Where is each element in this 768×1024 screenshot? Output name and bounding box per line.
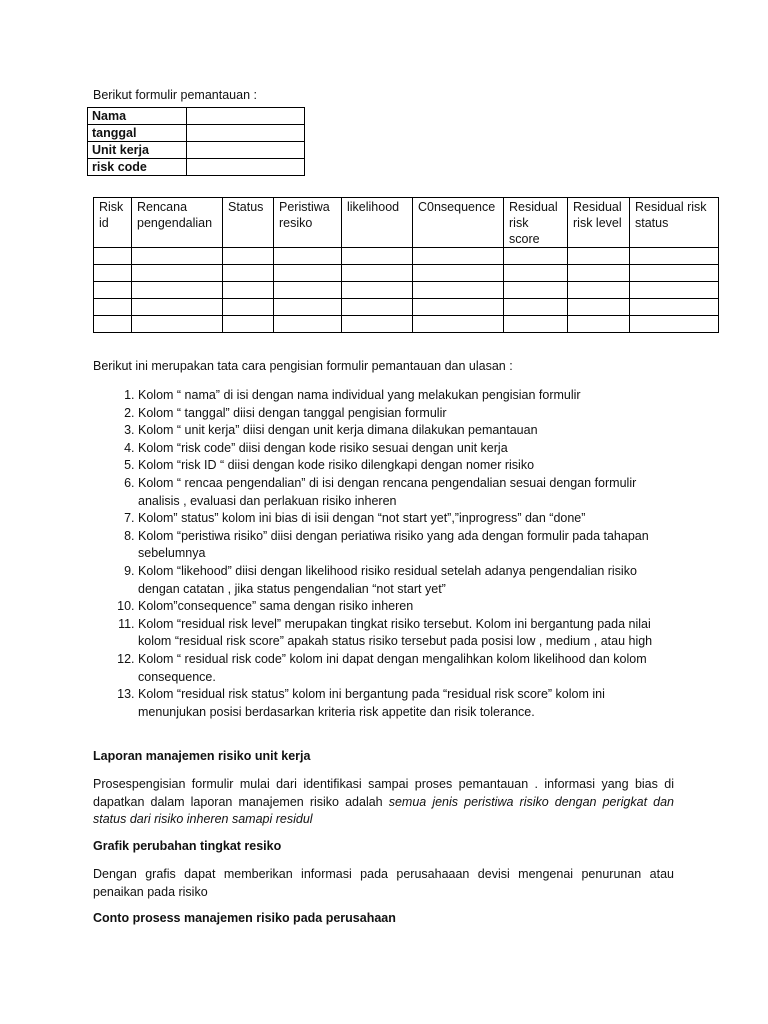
form-row-nama bbox=[88, 108, 305, 125]
form-row-unit-kerja bbox=[88, 142, 305, 159]
table-cell bbox=[274, 316, 342, 333]
form-value-nama bbox=[187, 108, 305, 125]
table-row bbox=[94, 265, 719, 282]
table-cell bbox=[630, 299, 719, 316]
table-cell bbox=[223, 265, 274, 282]
paragraph-laporan-italic: semua jenis peristiwa risiko dengan perigkat dan status dari risiko inheren samapi residul bbox=[93, 794, 674, 826]
table-cell bbox=[504, 248, 568, 265]
monitoring-table bbox=[93, 197, 719, 333]
table-cell bbox=[94, 282, 132, 299]
table-row bbox=[94, 299, 719, 316]
guide-intro-text: Berikut ini merupakan tata cara pengisian formulir pemantauan dan ulasan : bbox=[93, 359, 513, 373]
table-cell bbox=[94, 265, 132, 282]
list-item: 11. Kolom “residual risk level” merupakan tingkat risiko tersebut. Kolom ini bergantung pada nilai kolom “residual risk score” apakah status risiko tersebut pada posisi low , medium , atau high bbox=[138, 616, 673, 651]
section-heading-laporan: Laporan manajemen risiko unit kerja bbox=[93, 749, 311, 763]
header-peristiwa-resiko: Peristiwa resiko bbox=[274, 198, 342, 248]
table-cell bbox=[413, 282, 504, 299]
form-row-risk-code bbox=[88, 159, 305, 176]
table-cell bbox=[568, 248, 630, 265]
table-cell bbox=[504, 299, 568, 316]
table-cell bbox=[413, 299, 504, 316]
list-item: 9. Kolom “likehood” diisi dengan likelihood risiko residual setelah adanya pengendalian risiko dengan catatan , jika status pengendalian “not start yet” bbox=[138, 563, 673, 598]
table-cell bbox=[504, 282, 568, 299]
table-cell bbox=[342, 265, 413, 282]
list-item: 4. Kolom “risk code” diisi dengan kode risiko sesuai dengan unit kerja bbox=[138, 440, 673, 458]
header-residual-risk-score: Residual risk score bbox=[504, 198, 568, 248]
table-cell bbox=[132, 248, 223, 265]
form-label-unit-kerja: Unit kerja bbox=[88, 142, 187, 159]
list-item: 5. Kolom “risk ID “ diisi dengan kode risiko dilengkapi dengan nomer risiko bbox=[138, 457, 673, 475]
table-cell bbox=[223, 248, 274, 265]
header-residual-risk-status: Residual risk status bbox=[630, 198, 719, 248]
table-cell bbox=[568, 316, 630, 333]
table-cell bbox=[413, 265, 504, 282]
table-cell bbox=[132, 282, 223, 299]
list-item: 8. Kolom “peristiwa risiko” diisi dengan periatiwa risiko yang ada dengan formulir pada tahapan sebelumnya bbox=[138, 528, 673, 563]
table-cell bbox=[274, 265, 342, 282]
instruction-list bbox=[93, 387, 673, 721]
list-item: 3. Kolom “ unit kerja” diisi dengan unit kerja dimana dilakukan pemantauan bbox=[138, 422, 673, 440]
form-row-tanggal bbox=[88, 125, 305, 142]
list-item: 10. Kolom”consequence” sama dengan risiko inheren bbox=[138, 598, 673, 616]
section-heading-grafik: Grafik perubahan tingkat resiko bbox=[93, 839, 282, 853]
table-cell bbox=[504, 316, 568, 333]
list-item: 2. Kolom “ tanggal” diisi dengan tanggal pengisian formulir bbox=[138, 405, 673, 423]
section-paragraph-grafik: Dengan grafis dapat memberikan informasi pada perusahaaan devisi mengenai penurunan atau penaikan pada risiko bbox=[93, 867, 674, 899]
table-cell bbox=[568, 265, 630, 282]
form-value-risk-code bbox=[187, 159, 305, 176]
monitoring-table-body bbox=[94, 248, 719, 333]
table-row bbox=[94, 248, 719, 265]
table-cell bbox=[274, 282, 342, 299]
table-cell bbox=[94, 316, 132, 333]
table-cell bbox=[132, 265, 223, 282]
table-cell bbox=[630, 265, 719, 282]
table-cell bbox=[504, 265, 568, 282]
table-cell bbox=[223, 282, 274, 299]
table-cell bbox=[342, 248, 413, 265]
table-row bbox=[94, 282, 719, 299]
list-item: 1. Kolom “ nama” di isi dengan nama individual yang melakukan pengisian formulir bbox=[138, 387, 673, 405]
identity-form-table bbox=[87, 107, 305, 176]
form-label-risk-code: risk code bbox=[88, 159, 187, 176]
table-cell bbox=[630, 248, 719, 265]
header-status: Status bbox=[223, 198, 274, 248]
table-cell bbox=[132, 299, 223, 316]
table-cell bbox=[342, 299, 413, 316]
table-cell bbox=[132, 316, 223, 333]
header-risk-id: Risk id bbox=[94, 198, 132, 248]
header-likelihood: likelihood bbox=[342, 198, 413, 248]
list-item: 13. Kolom “residual risk status” kolom ini bergantung pada “residual risk score” kolom ini menunjukan posisi berdasarkan kriteria risk appetite dan risik tolerance. bbox=[138, 686, 673, 721]
table-cell bbox=[568, 299, 630, 316]
section-laporan bbox=[93, 748, 674, 829]
list-item: 6. Kolom “ rencaa pengendalian” di isi dengan rencana pengendalian sesuai dengan formulir analisis , evaluasi dan perlakuan risiko inheren bbox=[138, 475, 673, 510]
table-cell bbox=[223, 316, 274, 333]
list-item: 7. Kolom” status” kolom ini bias di isii dengan “not start yet”,”inprogress” dan “done” bbox=[138, 510, 673, 528]
list-item: 12. Kolom “ residual risk code” kolom ini dapat dengan mengalihkan kolom likelihood dan kolom consequence. bbox=[138, 651, 673, 686]
form-value-unit-kerja bbox=[187, 142, 305, 159]
form-label-nama: Nama bbox=[88, 108, 187, 125]
monitoring-header-row bbox=[94, 198, 719, 248]
table-cell bbox=[630, 316, 719, 333]
header-residual-risk-level: Residual risk level bbox=[568, 198, 630, 248]
table-cell bbox=[94, 299, 132, 316]
table-cell bbox=[94, 248, 132, 265]
table-cell bbox=[342, 316, 413, 333]
form-value-tanggal bbox=[187, 125, 305, 142]
form-intro-text: Berikut formulir pemantauan : bbox=[93, 88, 257, 102]
table-cell bbox=[274, 299, 342, 316]
table-cell bbox=[568, 282, 630, 299]
table-cell bbox=[342, 282, 413, 299]
paragraph-laporan-plain: Prosespengisian formulir mulai dari identifikasi sampai proses pemantauan . informasi yang bias di dapatkan dalam laporan manajemen risiko adalah bbox=[93, 777, 674, 809]
table-cell bbox=[274, 248, 342, 265]
table-cell bbox=[413, 316, 504, 333]
section-paragraph-laporan bbox=[93, 776, 674, 829]
table-cell bbox=[413, 248, 504, 265]
section-grafik bbox=[93, 838, 674, 901]
header-consequence: C0nsequence bbox=[413, 198, 504, 248]
section-heading-conto: Conto prosess manajemen risiko pada perusahaan bbox=[93, 911, 396, 925]
table-cell bbox=[223, 299, 274, 316]
table-cell bbox=[630, 282, 719, 299]
section-conto bbox=[93, 910, 674, 927]
form-label-tanggal: tanggal bbox=[88, 125, 187, 142]
table-row bbox=[94, 316, 719, 333]
header-rencana-pengendalian: Rencana pengendalian bbox=[132, 198, 223, 248]
